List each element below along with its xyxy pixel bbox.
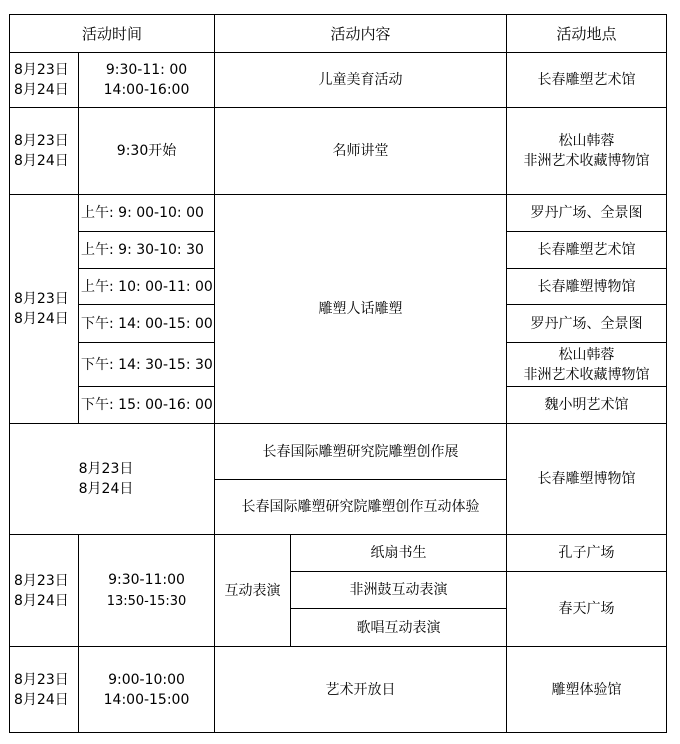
session-time: 上午: 10: 00-11: 00 (79, 269, 215, 305)
session-time: 下午: 14: 00-15: 00 (79, 305, 215, 343)
location-line: 非洲艺术收藏博物馆 (523, 366, 650, 383)
date-line: 8月24日 (14, 592, 69, 609)
location-cell: 罗丹广场、全景图 (507, 305, 667, 343)
location-cell: 春天广场 (507, 572, 667, 647)
content-cell: 纸扇书生 (291, 535, 507, 572)
time-line: 9:30-11:00 (108, 572, 185, 588)
content-cell: 名师讲堂 (215, 108, 507, 195)
time-line: 14:00-15:00 (103, 691, 190, 708)
date-cell (10, 535, 79, 647)
location-cell (507, 343, 667, 387)
date-cell (10, 53, 79, 108)
location-cell: 罗丹广场、全景图 (507, 195, 667, 232)
table-row (10, 108, 667, 195)
date-line: 8月23日 (14, 62, 69, 78)
time-line: 13:50-15:30 (106, 594, 187, 609)
location-cell: 魏小明艺术馆 (507, 387, 667, 424)
date-line: 8月24日 (14, 311, 69, 327)
location-line: 松山韩蓉 (558, 346, 615, 363)
session-time: 上午: 9: 00-10: 00 (79, 195, 215, 232)
content-cell: 雕塑人话雕塑 (215, 195, 507, 424)
date-cell (10, 647, 79, 733)
location-cell: 孔子广场 (507, 535, 667, 572)
date-line: 8月24日 (14, 82, 69, 98)
date-line: 8月24日 (14, 153, 69, 169)
time-cell (79, 53, 215, 108)
time-line: 14:00-16:00 (103, 82, 190, 98)
date-line: 8月23日 (14, 671, 69, 688)
date-cell (10, 108, 79, 195)
table-row (10, 53, 667, 108)
schedule-table (9, 14, 667, 733)
session-time: 下午: 14: 30-15: 30 (79, 343, 215, 387)
table-row (10, 647, 667, 733)
header-activity-time: 活动时间 (10, 15, 215, 53)
content-cell: 歌唱互动表演 (291, 609, 507, 647)
header-activity-content: 活动内容 (215, 15, 507, 53)
performance-category: 互动表演 (215, 535, 291, 647)
date-line: 8月23日 (14, 133, 69, 149)
time-cell (79, 647, 215, 733)
location-cell (507, 108, 667, 195)
content-cell: 艺术开放日 (215, 647, 507, 733)
location-cell: 雕塑体验馆 (507, 647, 667, 733)
table-row (10, 535, 667, 572)
content-cell: 儿童美育活动 (215, 53, 507, 108)
location-cell: 长春雕塑博物馆 (507, 424, 667, 535)
date-line: 8月23日 (14, 572, 69, 589)
time-cell (79, 535, 215, 647)
table-row (10, 195, 667, 232)
content-cell: 长春国际雕塑研究院雕塑创作展 (215, 424, 507, 480)
date-cell (10, 424, 215, 535)
header-activity-location: 活动地点 (507, 15, 667, 53)
date-cell (10, 195, 79, 424)
header-row (10, 15, 667, 53)
location-cell: 长春雕塑博物馆 (507, 269, 667, 305)
date-line: 8月23日 (14, 291, 69, 307)
time-line: 9:30-11: 00 (105, 62, 188, 78)
date-line: 8月24日 (78, 481, 134, 497)
time-line: 9:00-10:00 (108, 671, 185, 688)
time-cell: 9:30开始 (79, 108, 215, 195)
location-cell: 长春雕塑艺术馆 (507, 53, 667, 108)
location-line: 松山韩蓉 (558, 133, 615, 149)
session-time: 下午: 15: 00-16: 00 (79, 387, 215, 424)
date-line: 8月24日 (14, 691, 69, 708)
content-cell: 长春国际雕塑研究院雕塑创作互动体验 (215, 480, 507, 535)
session-time: 上午: 9: 30-10: 30 (79, 232, 215, 269)
content-cell: 非洲鼓互动表演 (291, 572, 507, 609)
location-line: 非洲艺术收藏博物馆 (523, 153, 650, 169)
table-row (10, 424, 667, 480)
date-line: 8月23日 (78, 461, 134, 477)
location-cell: 长春雕塑艺术馆 (507, 232, 667, 269)
